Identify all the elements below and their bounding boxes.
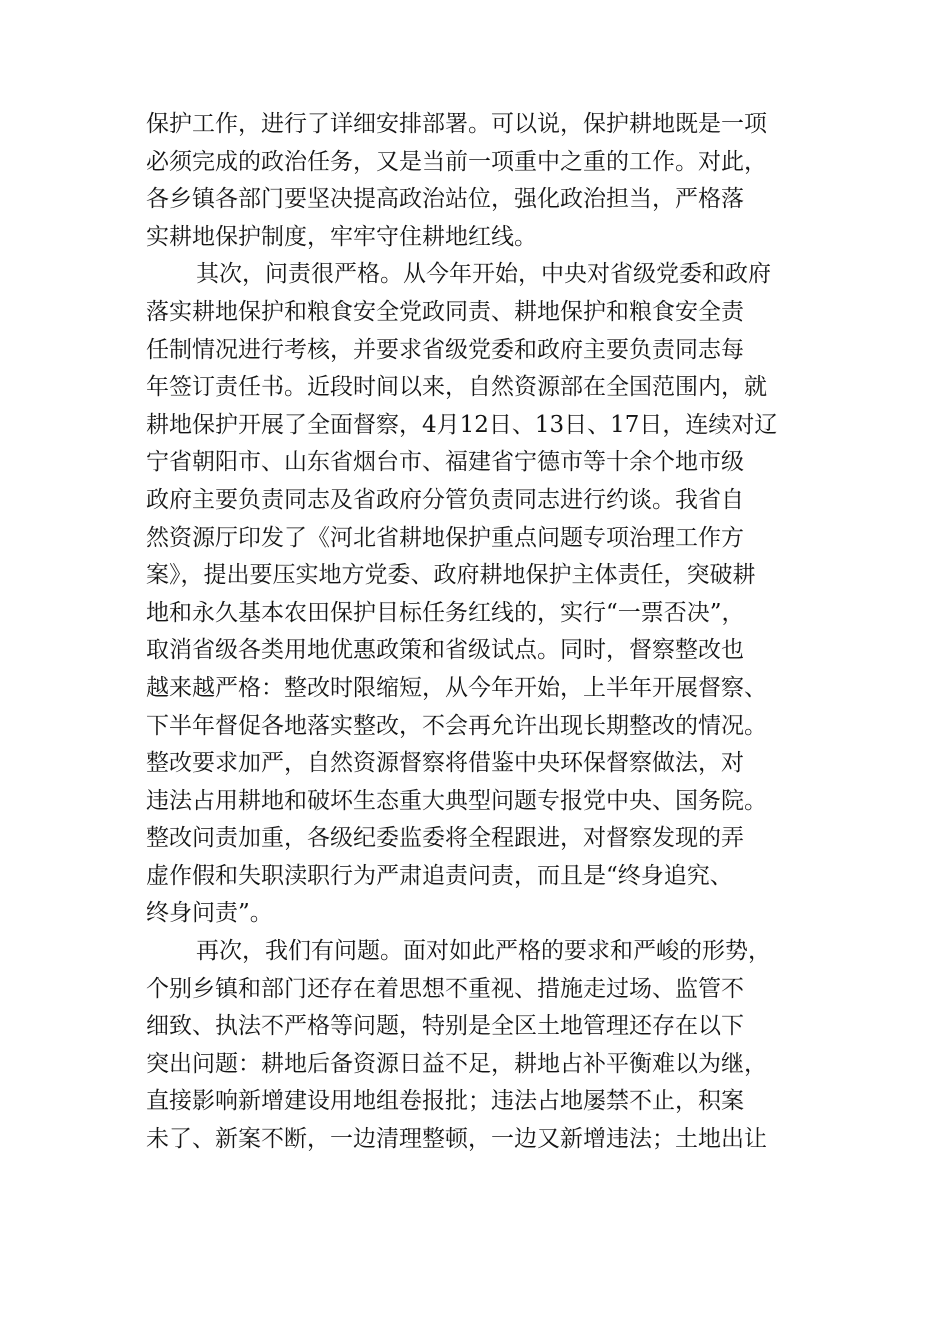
text-line: 直接影响新增建设用地组卷报批；违法占地屡禁不止，积案 [146,1088,744,1115]
text-line: 年签订责任书。近段时间以来，自然资源部在全国范围内，就 [146,374,767,401]
text-line: 细致、执法不严格等问题，特别是全区土地管理还存在以下 [146,1013,744,1040]
text-line: 保护工作，进行了详细安排部署。可以说，保护耕地既是一项 [146,111,767,137]
text-line: 地和永久基本农田保护目标任务红线的，实行“一票否决”， [146,599,745,626]
text-line: 任制情况进行考核，并要求省级党委和政府主要负责同志每 [146,336,744,363]
text-line: 落实耕地保护和粮食安全党政同责、耕地保护和粮食安全责 [146,298,744,325]
text-line: 各乡镇各部门要坚决提高政治站位，强化政治担当，严格落 [146,186,744,213]
text-line: 未了、新案不断，一边清理整顿，一边又新增违法；土地出让 [146,1126,767,1153]
text-line: 整改要求加严，自然资源督察将借鉴中央环保督察做法，对 [146,750,744,777]
text-line: 政府主要负责同志及省政府分管负责同志进行约谈。我省自 [146,486,744,513]
text-line: 必须完成的政治任务，又是当前一项重中之重的工作。对此， [146,148,767,175]
text-line: 突出问题：耕地后备资源日益不足，耕地占补平衡难以为继， [146,1050,767,1077]
text-line: 虚作假和失职渎职行为严肃追责问责，而且是“终身追究、 [146,862,733,889]
body-text [146,106,826,1159]
text-line: 宁省朝阳市、山东省烟台市、福建省宁德市等十余个地市级 [146,449,744,476]
text-line: 违法占用耕地和破坏生态重大典型问题专报党中央、国务院。 [146,787,767,814]
text-line: 下半年督促各地落实整改，不会再允许出现长期整改的情况。 [146,712,767,739]
paragraph-first-line: 其次，问责很严格。从今年开始，中央对省级党委和政府 [196,261,771,288]
text-line: 越来越严格：整改时限缩短，从今年开始，上半年开展督察、 [146,674,767,701]
text-line: 取消省级各类用地优惠政策和省级试点。同时，督察整改也 [146,637,744,664]
text-line: 然资源厅印发了《河北省耕地保护重点问题专项治理工作方 [146,524,744,551]
text-line: 实耕地保护制度，牢牢守住耕地红线。 [146,223,537,250]
text-line: 个别乡镇和部门还存在着思想不重视、措施走过场、监管不 [146,975,744,1002]
text-line: 案》，提出要压实地方党委、政府耕地保护主体责任，突破耕 [146,562,756,589]
text-line: 耕地保护开展了全面督察，4月12日、13日、17日，连续对辽 [146,411,778,438]
text-line: 终身问责”。 [146,900,273,927]
text-line: 整改问责加重，各级纪委监委将全程跟进，对督察发现的弄 [146,825,744,852]
paragraph-first-line: 再次，我们有问题。面对如此严格的要求和严峻的形势， [196,938,771,965]
